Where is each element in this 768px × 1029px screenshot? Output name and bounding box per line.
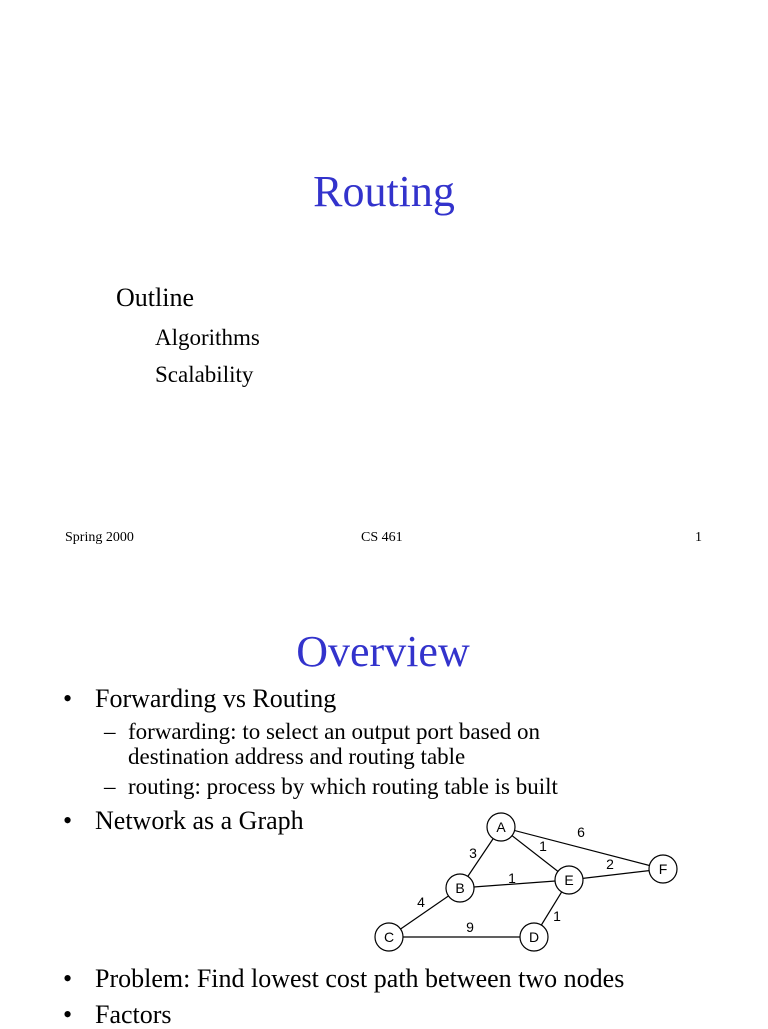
bullet-marker: • xyxy=(63,806,73,835)
node-label-F: F xyxy=(658,861,668,877)
edge-weight-C-D: 9 xyxy=(466,919,474,935)
bullet-text: Forwarding vs Routing xyxy=(95,684,337,713)
edge-weight-E-D: 1 xyxy=(553,908,561,924)
node-label-C: C xyxy=(383,929,395,945)
bullet-marker: • xyxy=(63,964,73,993)
bullet-text: Factors xyxy=(95,1000,172,1029)
outline-label: Outline xyxy=(116,283,194,312)
footer-center: CS 461 xyxy=(361,530,403,545)
edge-weight-E-F: 2 xyxy=(606,856,614,872)
node-label-B: B xyxy=(455,880,465,896)
outline-item-scalability: Scalability xyxy=(155,362,254,387)
node-label-E: E xyxy=(564,872,574,888)
bullet-text: Network as a Graph xyxy=(95,806,304,835)
dash-marker: – xyxy=(104,774,116,799)
node-label-D: D xyxy=(528,929,540,945)
slide1-title: Routing xyxy=(313,167,455,216)
graph-edges xyxy=(389,824,663,937)
bullet-problem xyxy=(63,966,624,992)
node-label-A: A xyxy=(496,819,506,835)
footer-left: Spring 2000 xyxy=(65,530,134,545)
edge-weight-A-E: 1 xyxy=(539,838,547,854)
bullet-marker: • xyxy=(63,684,73,713)
edge-weight-B-E: 1 xyxy=(508,870,516,886)
sub-bullet-text: forwarding: to select an output port based on xyxy=(128,719,540,744)
edge-weight-A-F: 6 xyxy=(577,824,585,840)
sub-bullet-text: routing: process by which routing table is built xyxy=(128,774,558,799)
edge-weight-B-C: 4 xyxy=(417,894,425,910)
outline-item-algorithms: Algorithms xyxy=(155,325,260,350)
edge-weight-A-B: 3 xyxy=(469,845,477,861)
slide2-title: Overview xyxy=(296,627,470,676)
sub-bullet-continuation: destination address and routing table xyxy=(128,744,466,769)
bullet-factors xyxy=(63,1002,172,1028)
bullet-text: Problem: Find lowest cost path between two nodes xyxy=(95,964,625,993)
dash-marker: – xyxy=(104,719,116,744)
footer-page-number: 1 xyxy=(695,530,702,545)
bullet-marker: • xyxy=(63,1000,73,1029)
